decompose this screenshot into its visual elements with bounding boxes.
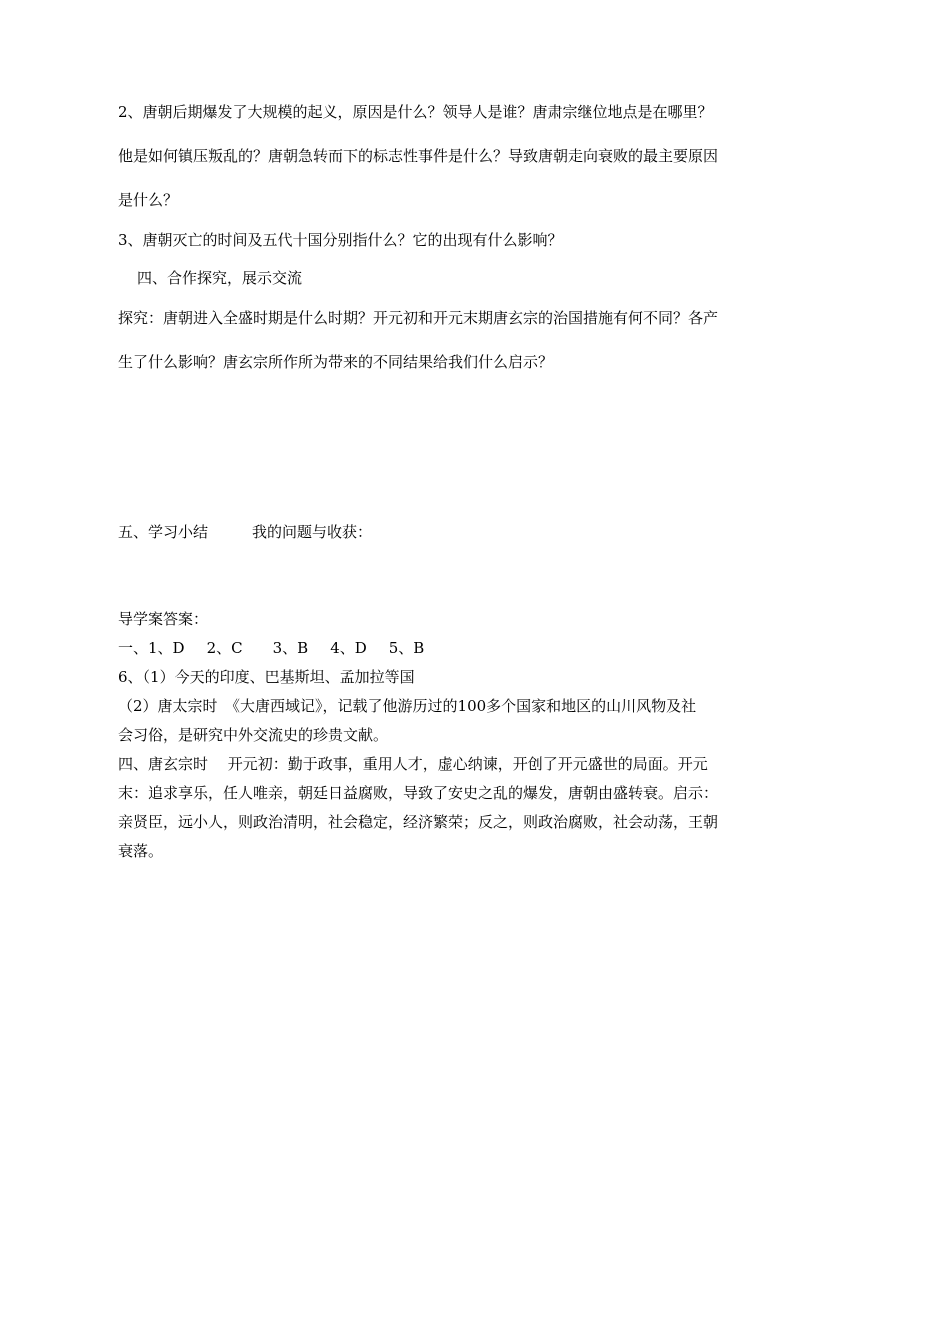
- question-2-line-3: 是什么？: [118, 191, 179, 209]
- section-5-label: 我的问题与收获：: [252, 523, 373, 541]
- answer-section-4-line-4: 衰落。: [118, 842, 164, 860]
- section-5: [118, 520, 838, 544]
- section-4-explore: [118, 296, 838, 384]
- section-5-heading: 五、学习小结: [118, 523, 209, 541]
- answer-line-6: 6、（1）今天的印度、巴基斯坦、孟加拉等国: [118, 668, 415, 686]
- explore-line-1: 探究：唐朝进入全盛时期是什么时期？开元初和开元末期唐玄宗的治国措施有何不同？各产: [118, 309, 719, 327]
- question-2-line-2: 他是如何镇压叛乱的？唐朝急转而下的标志性事件是什么？导致唐朝走向衰败的最主要原因: [118, 147, 719, 165]
- answer-choice-2: 2、C: [206, 639, 243, 657]
- explore-line-2: 生了什么影响？唐玄宗所作所为带来的不同结果给我们什么启示？: [118, 353, 554, 371]
- answer-section-4-line-3: 亲贤臣，远小人，则政治清明，社会稳定，经济繁荣；反之，则政治腐败，社会动荡，王朝: [118, 813, 719, 831]
- question-3: 3、唐朝灭亡的时间及五代十国分别指什么？它的出现有什么影响？: [118, 231, 563, 249]
- question-2-line-1: 2、唐朝后期爆发了大规模的起义，原因是什么？领导人是谁？唐肃宗继位地点是在哪里？: [118, 103, 713, 121]
- answer-choice-4: 4、D: [330, 639, 367, 657]
- answer-choice-3: 3、B: [272, 639, 309, 657]
- answer-line-6-2-cont: 会习俗，是研究中外交流史的珍贵文献。: [118, 726, 389, 744]
- section-4-heading: 四、合作探究，展示交流: [137, 269, 303, 287]
- answer-choice-5: 5、B: [388, 639, 425, 657]
- answer-choice-1: 一、1、D: [118, 639, 185, 657]
- answer-key-title: 导学案答案：: [118, 610, 209, 628]
- question-2: [118, 90, 838, 222]
- answer-section-4-line-2: 末：追求享乐，任人唯亲，朝廷日益腐败，导致了安史之乱的爆发，唐朝由盛转衰。启示：: [118, 784, 719, 802]
- answer-line-6-2: （2）唐太宗时 《大唐西域记》，记载了他游历过的100多个国家和地区的山川风物及社: [118, 697, 697, 715]
- answer-section-4-line-1: 四、唐玄宗时 开元初：勤于政事，重用人才，虚心纳谏，开创了开元盛世的局面。开元: [118, 755, 708, 773]
- answer-key: [118, 605, 838, 866]
- answer-line-choices: [118, 634, 838, 663]
